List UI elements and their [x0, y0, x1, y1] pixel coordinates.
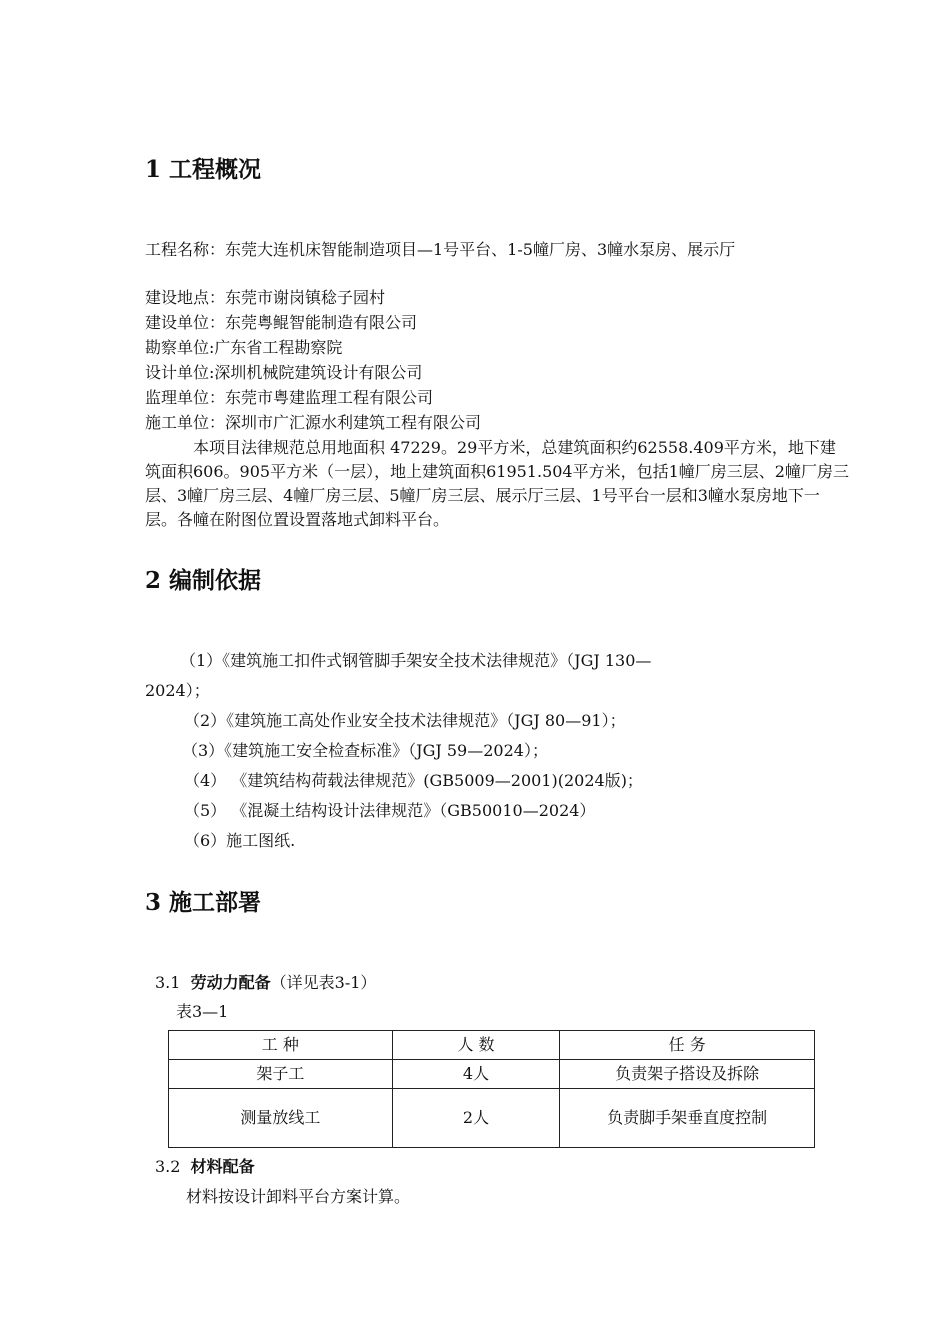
cell-task: 负责架子搭设及拆除	[560, 1060, 815, 1089]
reference-6: （6）施工图纸.	[184, 831, 296, 850]
survey-unit-line: 勘察单位:广东省工程勘察院	[145, 338, 343, 357]
construction-unit-line: 施工单位：深圳市广汇源水利建筑工程有限公司	[145, 413, 482, 432]
reference-1: （1）《建筑施工扣件式钢管脚手架安全技术法律规范》（JGJ 130—	[180, 651, 652, 670]
subsection-3-2-title: 材料配备	[190, 1157, 255, 1176]
subsection-3-2	[155, 1154, 255, 1180]
header-trade: 工 种	[169, 1031, 393, 1060]
cell-trade: 架子工	[169, 1060, 393, 1089]
table-row	[169, 1089, 815, 1148]
labor-table	[168, 1030, 815, 1148]
design-unit-line: 设计单位:深圳机械院建筑设计有限公司	[145, 363, 423, 382]
reference-2: （2）《建筑施工高处作业安全技术法律规范》（JGJ 80—91）；	[184, 711, 626, 730]
section-1-heading: 1 工程概况	[145, 156, 262, 183]
project-overview-paragraph: 本项目法律规范总用地面积 47229。29平方米，总建筑面积约62558.409平方米，地下建筑面积606。905平方米（一层），地上建筑面积61951.504平方米，包括1幢厂房三层、2幢厂房三层、3幢厂房三层、4幢厂房三层、5幢厂房三层、展示厅三层、1号平台一层和3幢水泵房地下一层。各幢在附图位置设置落地式卸料平台。	[145, 438, 849, 529]
header-count: 人 数	[392, 1031, 560, 1060]
subsection-3-1-title: 劳动力配备	[190, 973, 271, 992]
site-location-line: 建设地点：东莞市谢岗镇稔子园村	[145, 288, 386, 307]
material-text: 材料按设计卸料平台方案计算。	[186, 1187, 411, 1206]
reference-4: （4） 《建筑结构荷载法律规范》(GB5009—2001)(2024版)；	[184, 771, 643, 790]
reference-5: （5） 《混凝土结构设计法律规范》（GB50010—2024）	[184, 801, 596, 820]
subsection-3-1-number: 3.1	[155, 973, 181, 992]
subsection-3-1-note: （详见表3-1）	[270, 973, 377, 992]
owner-unit-line: 建设单位：东莞粤鲲智能制造有限公司	[145, 313, 418, 332]
table-header-row	[169, 1031, 815, 1060]
table-caption: 表3—1	[176, 1002, 229, 1021]
table-row	[169, 1060, 815, 1089]
cell-count: 4人	[392, 1060, 560, 1089]
supervision-unit-line: 监理单位：东莞市粤建监理工程有限公司	[145, 388, 434, 407]
cell-trade: 测量放线工	[169, 1089, 393, 1148]
project-name-line: 工程名称：东莞大连机床智能制造项目—1号平台、1-5幢厂房、3幢水泵房、展示厅	[145, 240, 736, 259]
cell-count: 2人	[392, 1089, 560, 1148]
cell-task: 负责脚手架垂直度控制	[560, 1089, 815, 1148]
subsection-3-1	[155, 970, 376, 996]
section-2-heading: 2 编制依据	[145, 567, 262, 594]
reference-3: （3）《建筑施工安全检查标准》（JGJ 59—2024）；	[182, 741, 548, 760]
header-task: 任 务	[560, 1031, 815, 1060]
reference-1-cont: 2024）；	[145, 681, 210, 700]
subsection-3-2-number: 3.2	[155, 1157, 181, 1176]
section-3-heading: 3 施工部署	[145, 889, 262, 916]
